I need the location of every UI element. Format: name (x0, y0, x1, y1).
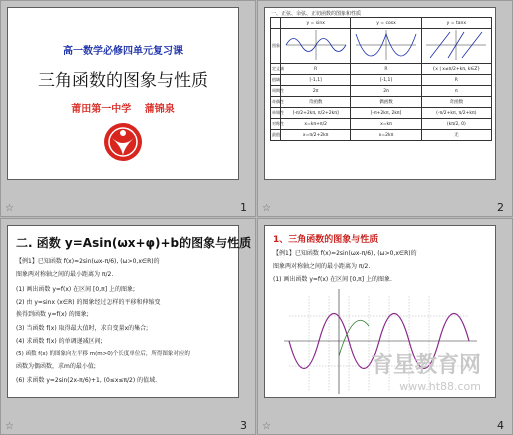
example-text-line: (3) 当函数 f(x) 取得最大值时，求自变量x的集合; (16, 325, 149, 332)
slide-canvas (264, 7, 496, 180)
table-row (271, 97, 492, 108)
row-label: 奇偶性 (271, 97, 281, 108)
table-cell: R (351, 64, 421, 75)
transition-star-icon: ☆ (5, 421, 14, 432)
tan-graph-cell (421, 29, 491, 64)
table-row (271, 86, 492, 97)
table-header-cell: y = tanx (421, 18, 491, 29)
table-cell: 偶函数 (351, 97, 421, 108)
slide-number: 2 (497, 201, 504, 214)
example-text-line: 图象两对称轴之间的最小距离为 π/2. (16, 271, 114, 278)
transition-star-icon: ☆ (5, 203, 14, 214)
row-label: 定义域 (271, 64, 281, 75)
table-header-cell: y = sinx (281, 18, 351, 29)
table-cell: π (421, 86, 491, 97)
slide-thumbnail-3[interactable] (0, 218, 256, 435)
example-text-line: (5) 函数 f(x) 的图象向左平移 m(m>0)个长度单位后，所得图象对应的 (16, 351, 190, 357)
slide-number: 4 (497, 419, 504, 432)
cosine-curve-icon (356, 30, 416, 60)
slide-canvas (7, 225, 252, 398)
transition-star-icon: ☆ (262, 203, 271, 214)
table-cell: [-π+2kπ, 2kπ] (351, 108, 421, 119)
table-cell: [-1,1] (351, 75, 421, 86)
example-text-line: (6) 求函数 y=2sin(2x-π/6)+1, (0≤x≤π/2) 的值域. (16, 377, 158, 384)
example-text-line: (1) 画出函数 y=f(x) 在区间 [0,π] 上的图象. (273, 276, 392, 283)
slide-title: 二. 函数 y=Asin(ωx+φ)+b的图象与性质 (16, 236, 252, 250)
table-cell: {x | x≠π/2+kπ, k∈Z} (421, 64, 491, 75)
transition-star-icon: ☆ (262, 421, 271, 432)
school-logo-icon (103, 122, 143, 162)
example-text-line: 图象两对称轴之间的最小距离为 π/2. (273, 263, 371, 270)
slide-canvas (7, 7, 239, 180)
table-row (271, 29, 492, 64)
example-text-line: 【例1】已知函数 f(x)=2sin(ωx-π/6), (ω>0,x∈R)的 (273, 250, 417, 257)
example-text-line: 函数为偶函数，求m的最小值; (16, 363, 96, 370)
table-cell: x=π/2+2kπ (281, 130, 351, 141)
table-row (271, 64, 492, 75)
sine-curve-icon (286, 30, 346, 60)
table-cell: [-π/2+2kπ, π/2+2kπ] (281, 108, 351, 119)
slide-subtitle: 高一数学必修四单元复习课 (63, 46, 183, 57)
cos-graph-cell (351, 29, 421, 64)
watermark-logo: 育星教育网 (370, 353, 481, 378)
table-header-cell (271, 18, 281, 29)
table-caption: 一、正弦、余弦、正切函数的图象和性质 (271, 11, 362, 17)
table-cell: 2π (351, 86, 421, 97)
table-cell: [-1,1] (281, 75, 351, 86)
table-cell: 2π (281, 86, 351, 97)
example-text-line: (1) 画出函数 y=f(x) 在区间 [0,π] 上的图象; (16, 286, 135, 293)
row-label: 对称性 (271, 119, 281, 130)
table-row (271, 75, 492, 86)
table-cell: x=kπ+π/2 (281, 119, 351, 130)
tangent-curve-icon (426, 30, 486, 60)
slide-thumbnail-2[interactable] (257, 0, 513, 217)
watermark-url: www.ht88.com (399, 380, 481, 393)
table-row (271, 130, 492, 141)
table-cell: x=kπ (351, 119, 421, 130)
table-cell: 奇函数 (421, 97, 491, 108)
table-cell: x=2kπ (351, 130, 421, 141)
table-row (271, 119, 492, 130)
table-header-cell: y = cosx (351, 18, 421, 29)
example-text-line: (4) 求函数 f(x) 的单调递减区间; (16, 338, 103, 345)
slide-thumbnail-1[interactable] (0, 0, 256, 217)
row-label: 最值 (271, 130, 281, 141)
slide-canvas (264, 225, 496, 398)
trig-properties-table (270, 17, 492, 141)
example-text-line: 【例1】已知函数 f(x)=2sin(ωx-π/6), (ω>0,x∈R)的 (16, 258, 160, 265)
table-row (271, 108, 492, 119)
slide-title: 1、三角函数的图象与性质 (273, 235, 379, 245)
example-text-line: 换得到函数 y=f(x) 的图象; (16, 311, 89, 318)
sin-graph-cell (281, 29, 351, 64)
row-label: 单调性 (271, 108, 281, 119)
table-cell: 奇函数 (281, 97, 351, 108)
slide-number: 1 (240, 201, 247, 214)
table-cell: R (281, 64, 351, 75)
slide-author: 莆田第一中学 蒲锦泉 (71, 104, 175, 115)
slide-number: 3 (240, 419, 247, 432)
row-label: 值域 (271, 75, 281, 86)
table-cell: 无 (421, 130, 491, 141)
table-header-row (271, 18, 492, 29)
row-label: 周期性 (271, 86, 281, 97)
table-cell: R (421, 75, 491, 86)
example-text-line: (2) 由 y=sinx (x∈R) 的图象经过怎样的平移和伸缩变 (16, 299, 161, 306)
row-label: 图象 (271, 29, 281, 64)
table-cell: (kπ/2, 0) (421, 119, 491, 130)
slide-thumbnail-4[interactable] (257, 218, 513, 435)
slide-title: 三角函数的图象与性质 (38, 71, 208, 91)
table-cell: (-π/2+kπ, π/2+kπ) (421, 108, 491, 119)
